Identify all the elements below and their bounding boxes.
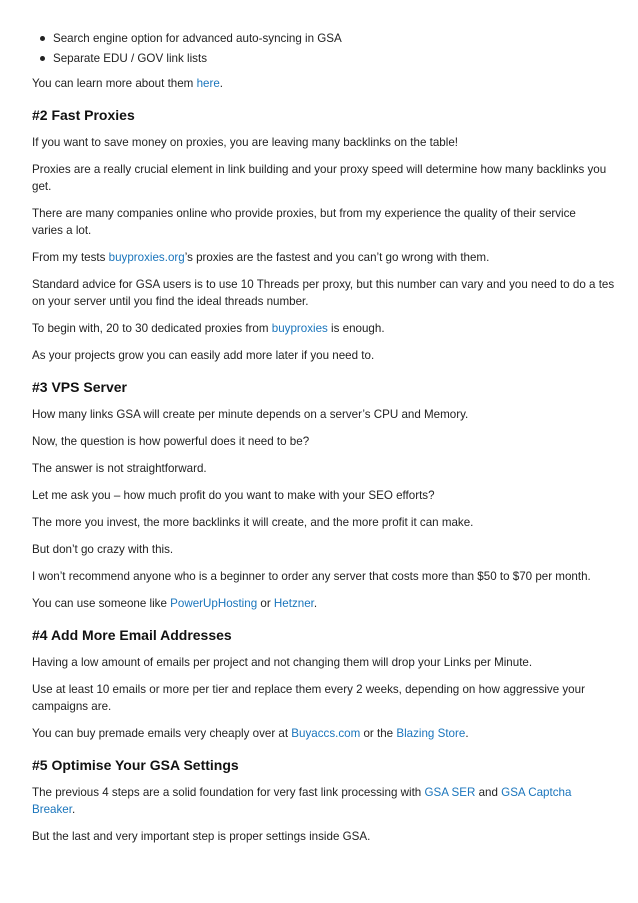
paragraph: The more you invest, the more backlinks it will create, and the more profit it can make.: [32, 516, 474, 529]
buyproxies-org-link[interactable]: buyproxies.org: [108, 251, 185, 264]
paragraph: Now, the question is how powerful does it need to be?: [32, 435, 310, 448]
paragraph: The previous 4 steps are a solid foundation for very fast link processing with GSA SER and GSA Captcha Breaker.: [32, 786, 572, 816]
here-link[interactable]: here: [196, 77, 220, 90]
poweruphosting-link[interactable]: PowerUpHosting: [170, 597, 258, 610]
section-heading-gsa-settings: #5 Optimise Your GSA Settings: [32, 757, 239, 773]
paragraph: As your projects grow you can easily add more later if you need to.: [32, 349, 375, 362]
paragraph: Standard advice for GSA users is to use 10 Threads per proxy, but this number can vary and you need to do a tes on your server until you find the ideal threads number.: [32, 278, 615, 308]
paragraph: Proxies are a really crucial element in link building and your proxy speed will determine how many backlinks you get.: [32, 163, 607, 193]
paragraph: I won’t recommend anyone who is a beginner to order any server that costs more than $50 to $70 per month.: [32, 570, 591, 583]
bullet-icon: [40, 56, 45, 61]
feature-list: [32, 29, 610, 69]
blazing-store-link[interactable]: Blazing Store: [396, 727, 466, 740]
buyaccs-link[interactable]: Buyaccs.com: [291, 727, 361, 740]
paragraph: How many links GSA will create per minute depends on a server’s CPU and Memory.: [32, 408, 469, 421]
intro-paragraph: You can learn more about them here.: [32, 77, 224, 90]
bullet-icon: [40, 36, 45, 41]
paragraph: There are many companies online who provide proxies, but from my experience the quality of their service varies a lot.: [32, 207, 576, 237]
gsa-ser-link[interactable]: GSA SER: [424, 786, 476, 799]
section-heading-email-addresses: #4 Add More Email Addresses: [32, 627, 232, 643]
paragraph: If you want to save money on proxies, you are leaving many backlinks on the table!: [32, 136, 458, 149]
paragraph: The answer is not straightforward.: [32, 462, 207, 475]
article-body: [32, 29, 615, 855]
paragraph: Having a low amount of emails per project and not changing them will drop your Links per Minute.: [32, 656, 533, 669]
hetzner-link[interactable]: Hetzner: [273, 597, 314, 610]
paragraph: You can buy premade emails very cheaply over at Buyaccs.com or the Blazing Store.: [32, 727, 469, 740]
section-heading-vps-server: #3 VPS Server: [32, 379, 127, 395]
paragraph: From my tests buyproxies.org’s proxies are the fastest and you can’t go wrong with them.: [32, 251, 490, 264]
paragraph: But don’t go crazy with this.: [32, 543, 174, 556]
list-item: Search engine option for advanced auto-syncing in GSA: [40, 29, 610, 49]
paragraph: But the last and very important step is proper settings inside GSA.: [32, 830, 371, 843]
paragraph: Let me ask you – how much profit do you want to make with your SEO efforts?: [32, 489, 435, 502]
paragraph: You can use someone like PowerUpHosting or Hetzner.: [32, 597, 318, 610]
list-item: Separate EDU / GOV link lists: [40, 49, 610, 69]
paragraph: Use at least 10 emails or more per tier and replace them every 2 weeks, depending on how aggressive your campaigns are.: [32, 683, 585, 713]
gsa-captcha-breaker-link[interactable]: GSA Captcha Breaker: [32, 786, 572, 816]
buyproxies-link[interactable]: buyproxies: [271, 322, 328, 335]
section-heading-fast-proxies: #2 Fast Proxies: [32, 107, 135, 123]
paragraph: To begin with, 20 to 30 dedicated proxies from buyproxies is enough.: [32, 322, 385, 335]
